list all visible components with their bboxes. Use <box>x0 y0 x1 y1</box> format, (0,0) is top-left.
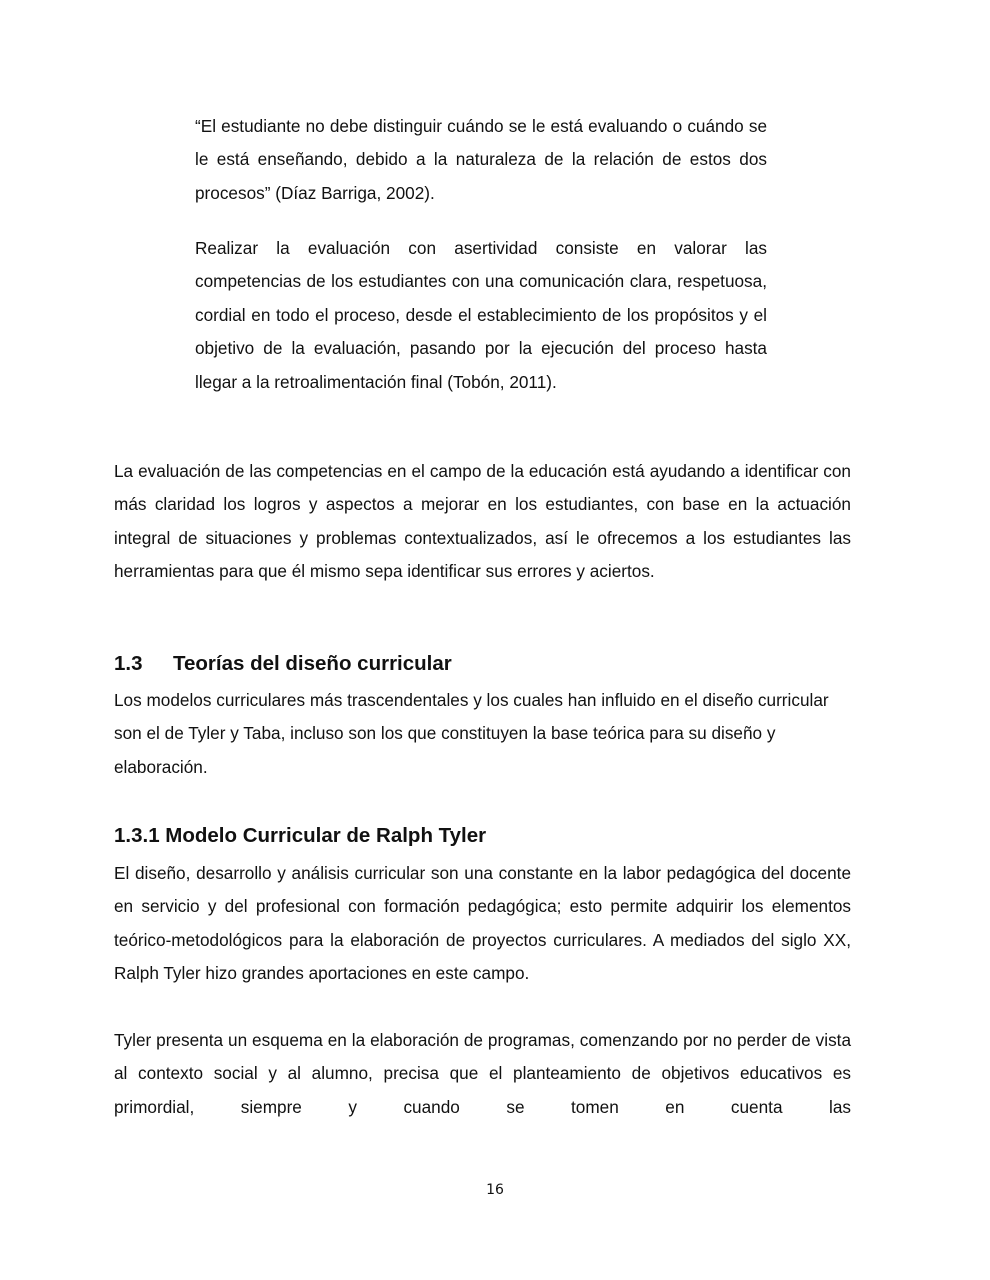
paragraph-tyler-esquema: Tyler presenta un esquema en la elaboración de programas, comenzando por no perder de vista al contexto social y al alumno, precisa que el planteamiento de objetivos educativos es primordial, siempre y cuando se tomen en cuenta las <box>114 1030 851 1117</box>
section-heading-1-3 <box>114 651 452 677</box>
paragraph-diseno-curricular: El diseño, desarrollo y análisis curricular son una constante en la labor pedagógica del docente en servicio y del profesional con formación pedagógica; esto permite adquirir los elementos teórico-metodológicos para la elaboración de proyectos curriculares. A mediados del siglo XX, Ralph Tyler hizo grandes aportaciones en este campo. <box>114 863 851 984</box>
subsection-heading-1-3-1: 1.3.1 Modelo Curricular de Ralph Tyler <box>114 824 487 847</box>
section-title: Teorías del diseño curricular <box>173 652 452 675</box>
block-quote-diaz-barriga: “El estudiante no debe distinguir cuándo se le está evaluando o cuándo se le está enseñando, debido a la naturaleza de la relación de estos dos procesos” (Díaz Barriga, 2002). <box>195 116 767 203</box>
block-quote-tobon: Realizar la evaluación con asertividad consiste en valorar las competencias de los estudiantes con una comunicación clara, respetuosa, cordial en todo el proceso, desde el establecimiento de los propósitos y el objetivo de la evaluación, pasando por la ejecución del proceso hasta llegar a la retroalimentación final (Tobón, 2011). <box>195 238 767 392</box>
paragraph-modelos-curriculares: Los modelos curriculares más trascendentales y los cuales han influido en el diseño curricular son el de Tyler y Taba, incluso son los que constituyen la base teórica para su diseño y elaboración. <box>114 690 829 777</box>
paragraph-evaluacion-competencias: La evaluación de las competencias en el campo de la educación está ayudando a identificar con más claridad los logros y aspectos a mejorar en los estudiantes, con base en la actuación integral de situaciones y problemas contextualizados, así le ofrecemos a los estudiantes las herramientas para que él mismo sepa identificar sus errores y aciertos. <box>114 461 851 582</box>
section-number: 1.3 <box>114 652 143 675</box>
page-number: 16 <box>486 1182 504 1198</box>
